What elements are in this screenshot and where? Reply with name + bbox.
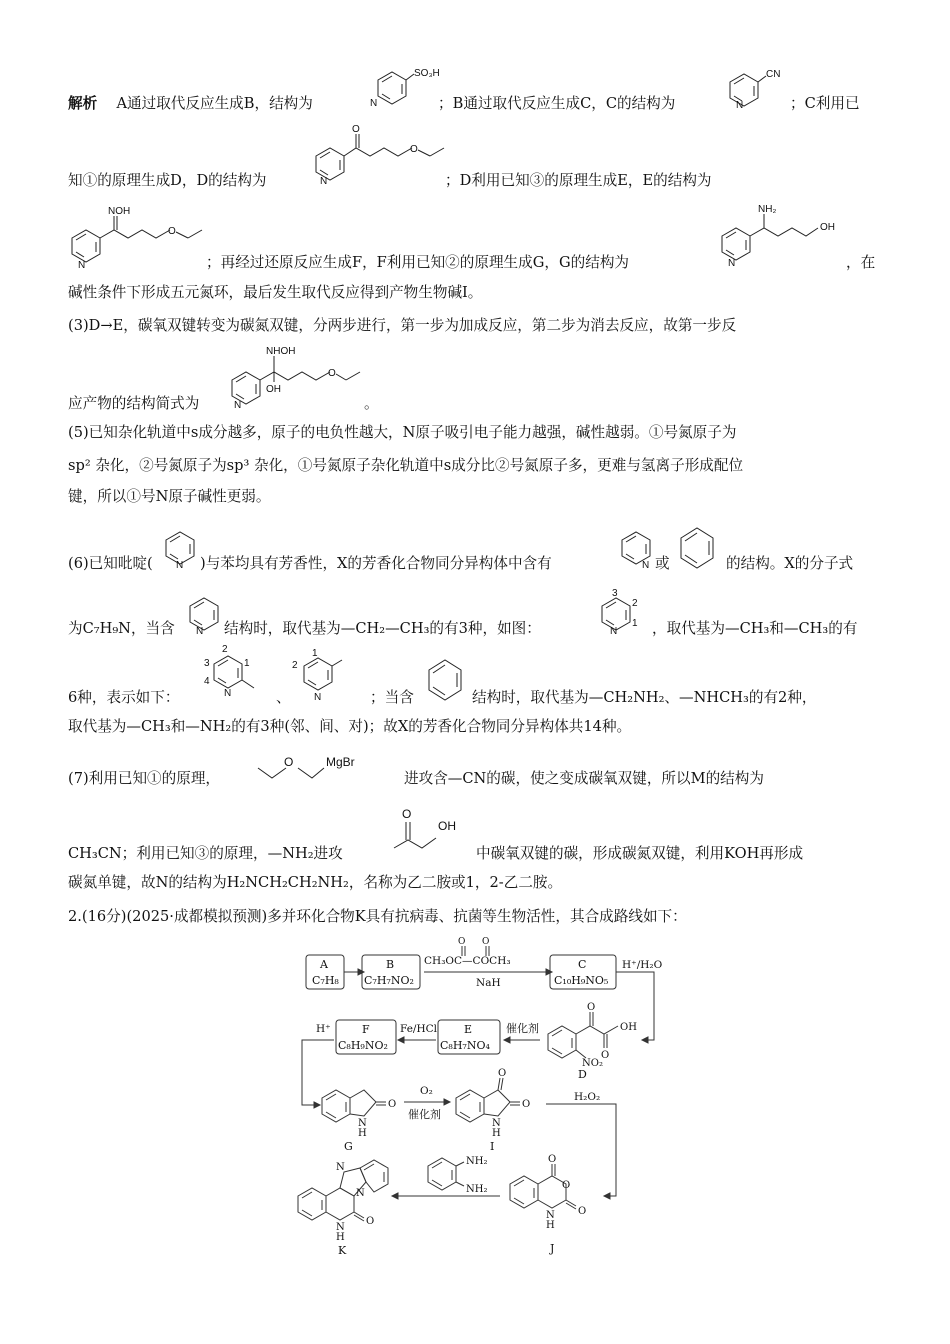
formula-c: C₁₀H₉NO₅ [554,974,609,987]
label-o: O [522,1099,531,1110]
label-n: N [320,176,328,187]
text-g-structure: ；再经过还原反应生成F，F利用已知②的原理生成G，G的结构为 [206,254,630,271]
reagent-gi-bottom: 催化剂 [408,1108,441,1121]
box-b [362,955,420,989]
num-1: 1 [632,618,638,629]
label-e: E [464,1023,473,1036]
label-d: D [578,1068,587,1081]
label-no2: NO₂ [582,1058,603,1069]
reagent-bc-bottom: NaH [476,977,501,989]
reagent-bc-top: CH₃OC—COCH₃ [424,955,511,967]
para-6-d: 取代基为—CH₃和—NH₂的有3种(邻、间、对)；故X的芳香化合物同分异构体共14种。 [68,718,632,735]
para-3-line-2: 应产物的结构简式为 [68,395,200,412]
para-7-a1: (7)利用已知①的原理， [68,770,221,787]
structure-j-scheme [510,1154,586,1255]
text-ab: A通过取代反应生成B，结构为 [116,95,313,112]
structure-i-scheme [456,1068,530,1153]
label-cn: CN [766,69,781,80]
label-n: N [196,626,204,637]
label-o: O [548,1154,557,1165]
label-o: O [328,368,336,379]
para-6-a2: )与苯均具有芳香性，X的芳香化合物同分异构体中含有 [200,555,552,572]
box-a [306,955,344,989]
label-oh: OH [438,819,456,833]
label-n: N [546,1210,555,1221]
num-1: 1 [312,648,318,659]
para-5-line-2: sp² 杂化，②号氮原子为sp³ 杂化，①号氮原子杂化轨道中s成分比②号氮原子多，更难与氢离子形成配位 [68,457,744,474]
reagent-fg: H⁺ [316,1023,331,1035]
para-6-c4: 结构时，取代基为—CH₂NH₂、—NHCH₃的有2种， [472,689,817,706]
text-e-structure: ；D利用已知③的原理生成E，E的结构为 [445,172,712,189]
label-nh2: NH₂ [758,204,777,215]
label-noh: NOH [108,206,131,217]
label-nhoh: NHOH [266,346,296,357]
structure-d-scheme [548,1002,637,1081]
label-oh: OH [266,384,281,395]
reagent-gi-top: O₂ [420,1085,433,1097]
para-6-c2: 、 [276,689,291,706]
label-n: N [358,1118,367,1129]
text-bc: ；B通过取代反应生成C，C的结构为 [438,95,676,112]
label-o: O [402,807,412,821]
formula-a: C₇H₈ [312,974,339,987]
label-o: O [388,1099,397,1110]
text-d-structure: 知①的原理生成D，D的结构为 [68,172,267,189]
num-2: 2 [222,644,228,655]
label-n: N [492,1118,501,1129]
num-2: 2 [292,660,298,671]
analysis-heading: 解析 [68,95,98,112]
para-6-b3: ，取代基为—CH₃和—CH₃的有 [652,620,858,637]
label-o: O [482,937,490,947]
label-mgbr: MgBr [326,755,355,769]
box-e [438,1020,500,1054]
label-h: H [546,1220,555,1231]
structure-diamine [428,1156,487,1195]
label-n: N [642,560,650,571]
label-n: N [314,692,322,703]
para-7-b2: 中碳氧双键的碳，形成碳氮双键，利用KOH再形成 [476,845,804,862]
label-k: K [338,1244,347,1257]
num-1: 1 [244,658,250,669]
para-3-period: 。 [364,395,379,412]
label-nh2: NH₂ [466,1184,488,1195]
reagent-ij: H₂O₂ [574,1091,601,1103]
num-4: 4 [204,676,210,687]
num-3: 3 [612,588,618,599]
label-j: J [550,1242,555,1255]
label-n: N [728,258,736,269]
para-6-a4: 的结构。X的分子式 [726,555,854,572]
para-7-b1: CH₃CN；利用已知③的原理，—NH₂进攻 [68,845,343,862]
reagent-ef: Fe/HCl [400,1023,438,1035]
label-o: O [587,1002,596,1013]
label-oh: OH [820,222,835,233]
para-7-c: 碳氮单键，故N的结构为H₂NCH₂CH₂NH₂，名称为乙二胺或1，2-乙二胺。 [68,874,563,891]
para-6-c1: 6种，表示如下： [68,689,180,706]
label-n: N [234,400,242,411]
label-n: N [370,98,378,109]
structure-k-scheme [298,1160,388,1257]
para-6-a3: 或 [655,555,670,572]
label-nh2: NH₂ [466,1156,488,1167]
label-n: N [224,688,232,699]
label-so3h: SO₃H [414,68,440,79]
box-c [550,955,616,989]
label-n: N [736,100,744,111]
label-o: O [352,124,360,135]
label-h: H [358,1128,367,1139]
para-6-a1: (6)已知吡啶( [68,555,153,572]
label-o: O [458,937,466,947]
formula-b: C₇H₇NO₂ [364,974,414,987]
formula-e: C₈H₇NO₄ [440,1039,490,1052]
label-n: N [336,1162,345,1173]
num-2: 2 [632,598,638,609]
label-h: H [336,1232,345,1243]
label-o: O [366,1216,375,1227]
para-5-line-1: (5)已知杂化轨道中s成分越多，原子的电负性越大，N原子吸引电子能力越强，碱性越弱。①号氮原子为 [68,424,737,441]
text-ring-formation: 碱性条件下形成五元氮环，最后发生取代反应得到产物生物碱I。 [68,284,483,301]
para-6-c3: ；当含 [370,689,414,706]
para-5-line-3: 键，所以①号N原子碱性更弱。 [68,488,271,505]
label-g: G [344,1140,353,1153]
label-o: O [562,1180,571,1191]
label-o: O [601,1050,610,1061]
text-c-use: ；C利用已 [790,95,860,112]
label-a: A [320,958,328,971]
label-n: N [356,1188,365,1199]
label-n: N [78,260,86,271]
text-zai: ，在 [846,254,876,271]
label-h: H [492,1128,501,1139]
para-3-line-1: (3)D→E，碳氧双键转变为碳氮双键，分两步进行，第一步为加成反应，第二步为消去反应，故第一步反 [68,317,737,334]
box-f [336,1020,396,1054]
question-2-stem: 2.(16分)(2025·成都模拟预测)多并环化合物K具有抗病毒、抗菌等生物活性，其合成路线如下： [68,908,687,925]
label-i: I [490,1140,495,1153]
para-6-b1: 为C₇H₉N，当含 [68,620,175,637]
label-o: O [498,1068,507,1079]
label-o: O [578,1206,587,1217]
formula-f: C₈H₉NO₂ [338,1039,388,1052]
label-o: O [168,226,176,237]
structure-g-scheme [322,1090,396,1153]
label-n: N [610,626,618,637]
label-c: C [578,958,587,971]
label-n: N [336,1222,345,1233]
label-n: N [176,560,184,571]
para-7-a2: 进攻含—CN的碳，使之变成碳氧双键，所以M的结构为 [404,770,764,787]
label-f: F [362,1023,370,1036]
num-3: 3 [204,658,210,669]
label-o: O [284,755,294,769]
reagent-cd: H⁺/H₂O [622,959,663,971]
label-oh: OH [620,1022,637,1033]
para-6-b2: 结构时，取代基为—CH₂—CH₃的有3种，如图： [224,620,541,637]
reagent-de: 催化剂 [506,1022,539,1035]
label-b: B [386,958,395,971]
label-o: O [410,144,418,155]
